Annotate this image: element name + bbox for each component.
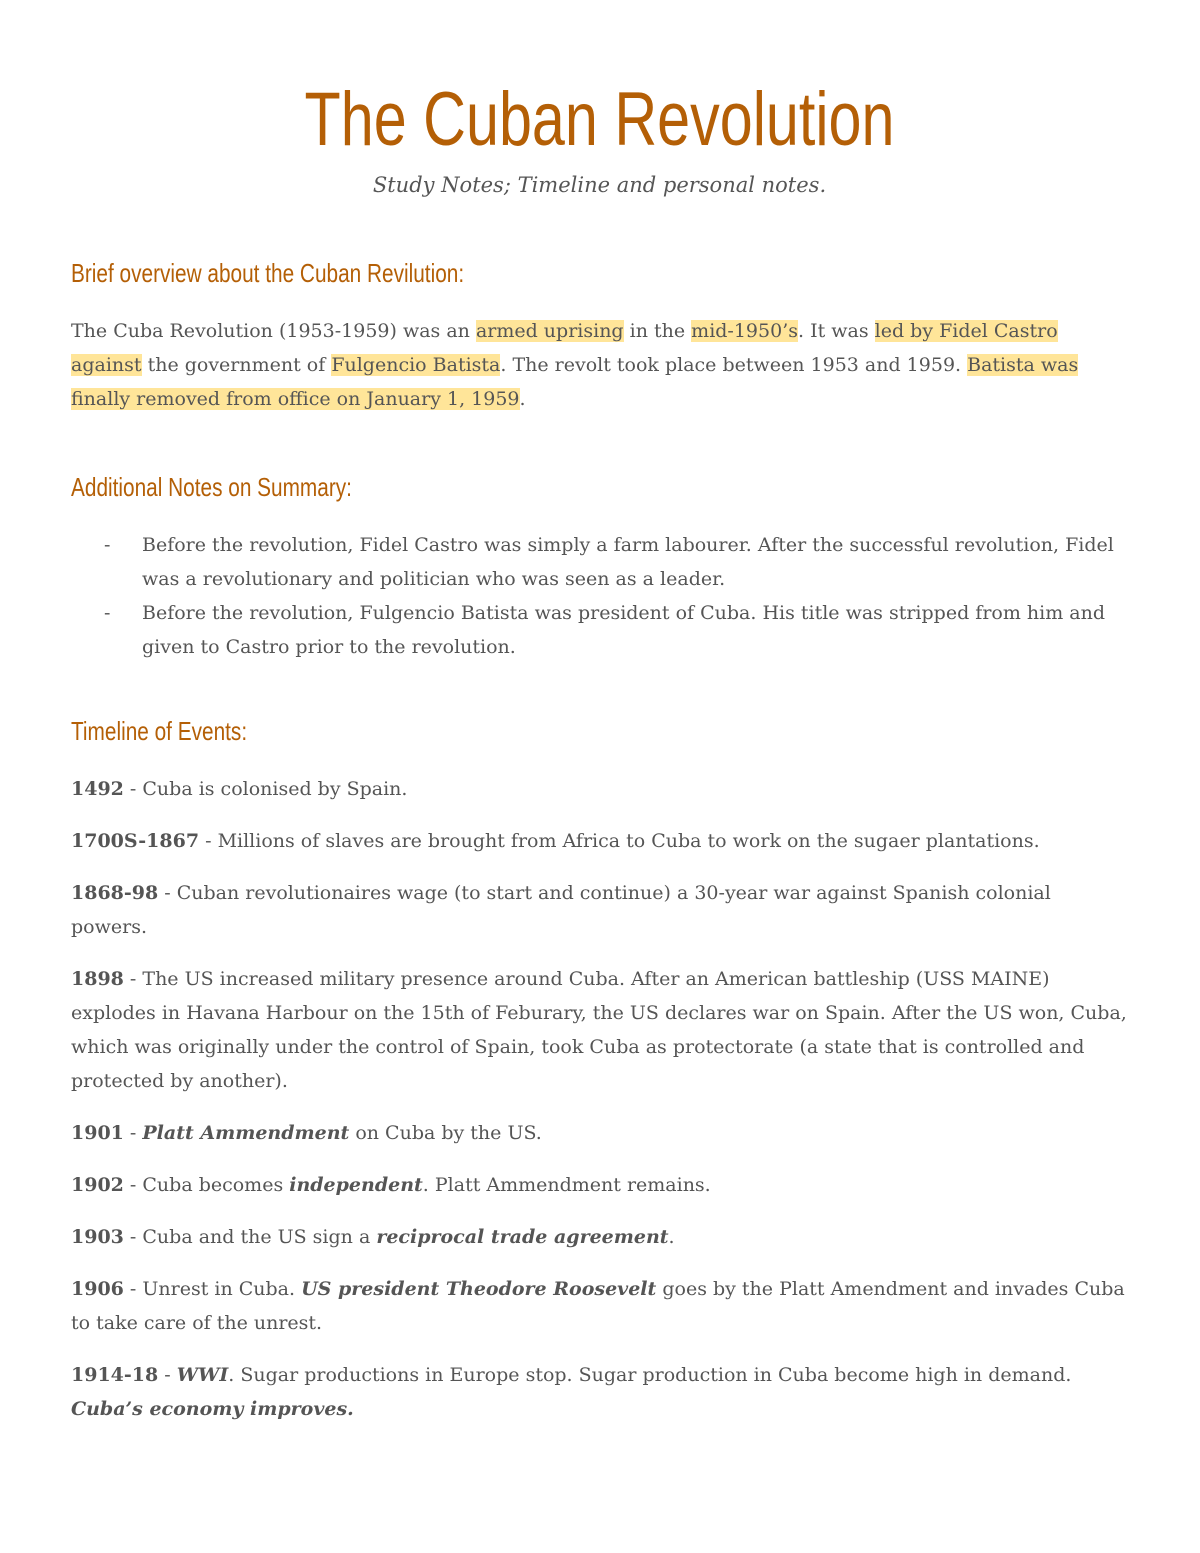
highlight-armed-uprising: armed uprising [475,320,624,342]
event-year: 1903 [71,1226,124,1248]
list-item [71,528,1128,596]
event-text: - Cuban revolutionaires wage (to start and continue) a 30-year war against Spanish colonial powers. [71,882,1051,938]
event-text: - [123,1122,143,1144]
event-year: 1901 [71,1122,124,1144]
event-text: - Cuba and the US sign a [123,1226,377,1248]
event-text: . Sugar productions in Europe stop. Sugar production in Cuba become high in demand. [228,1364,1072,1386]
list-item-text: Before the revolution, Fidel Castro was simply a farm labourer. After the successful revolution, Fidel was a revolutionary and politician who was seen as a leader. [142,534,1114,590]
event-year: 1902 [71,1174,124,1196]
overview-text: . [519,388,526,410]
overview-heading: Brief overview about the Cuban Revilution: [71,258,465,288]
timeline-list [71,772,1128,1426]
event-text: . [668,1226,675,1248]
event-text: on Cuba by the US. [349,1122,542,1144]
timeline-heading: Timeline of Events: [71,716,248,746]
timeline-event-1898 [71,962,1128,1098]
event-year: 1906 [71,1278,124,1300]
list-bullet: - [104,602,111,624]
page-title: The Cuban Revolution [304,77,895,162]
event-year: 1914-18 [71,1364,159,1386]
event-text: . Platt Ammendment remains. [422,1174,711,1196]
timeline-event-1903 [71,1220,1128,1254]
event-year: 1898 [71,968,124,990]
overview-text: the government of [141,354,332,376]
highlight-batista: Fulgencio Batista [331,354,501,376]
timeline-event-1700s [71,824,1128,858]
timeline-event-1868 [71,876,1128,944]
event-text: - Unrest in Cuba. [123,1278,302,1300]
highlight-mid-1950s: mid-1950’s [691,320,798,342]
additional-notes-heading: Additional Notes on Summary: [71,472,352,502]
event-year: 1700S-1867 [71,830,200,852]
overview-paragraph [71,314,1128,416]
timeline-event-1902 [71,1168,1128,1202]
event-text: - [158,1364,177,1386]
event-text: - Millions of slaves are brought from Africa to Cuba to work on the sugaer plantations. [199,830,1040,852]
highlight-led-by-castro: led by Fidel Castro against [71,320,1058,376]
event-year: 1868-98 [71,882,159,904]
additional-notes-list [71,528,1128,664]
event-text: - The US increased military presence around Cuba. After an American battleship (USS MAINE) explodes in Havana Harbour on the 15th of Feburary, the US declares war on Spain. After the US won, Cuba, which was originally under the control of Spain, took Cuba as protectorate (a state that is controlled and protected by another). [71,968,1127,1092]
page-subtitle: Study Notes; Timeline and personal notes. [372,173,827,197]
list-item-text: Before the revolution, Fulgencio Batista was president of Cuba. His title was stripped from him and given to Castro prior to the revolution. [142,602,1105,658]
overview-text: in the [623,320,692,342]
overview-text: The Cuba Revolution (1953-1959) was an [71,320,476,342]
event-year: 1492 [71,778,124,800]
event-emphasis: WWI [176,1364,229,1386]
list-item [71,596,1128,664]
timeline-event-1901 [71,1116,1128,1150]
event-emphasis: Cuba’s economy improves. [71,1398,354,1420]
overview-text: . The revolt took place between 1953 and 1959. [500,354,968,376]
event-emphasis: Platt Ammendment [142,1122,350,1144]
event-text: - Cuba becomes [123,1174,290,1196]
list-bullet: - [104,534,111,556]
highlight-batista-removed: Batista was finally removed from office on January 1, 1959 [71,354,1079,410]
event-emphasis: independent [289,1174,423,1196]
event-text: goes by the Platt Amendment and invades Cuba to take care of the unrest. [71,1278,1125,1334]
timeline-event-1492 [71,772,1128,806]
overview-text: . It was [798,320,875,342]
event-emphasis: US president Theodore Roosevelt [301,1278,657,1300]
event-emphasis: reciprocal trade agreement [376,1226,669,1248]
event-text: - Cuba is colonised by Spain. [123,778,408,800]
timeline-event-1914 [71,1358,1128,1426]
timeline-event-1906 [71,1272,1128,1340]
